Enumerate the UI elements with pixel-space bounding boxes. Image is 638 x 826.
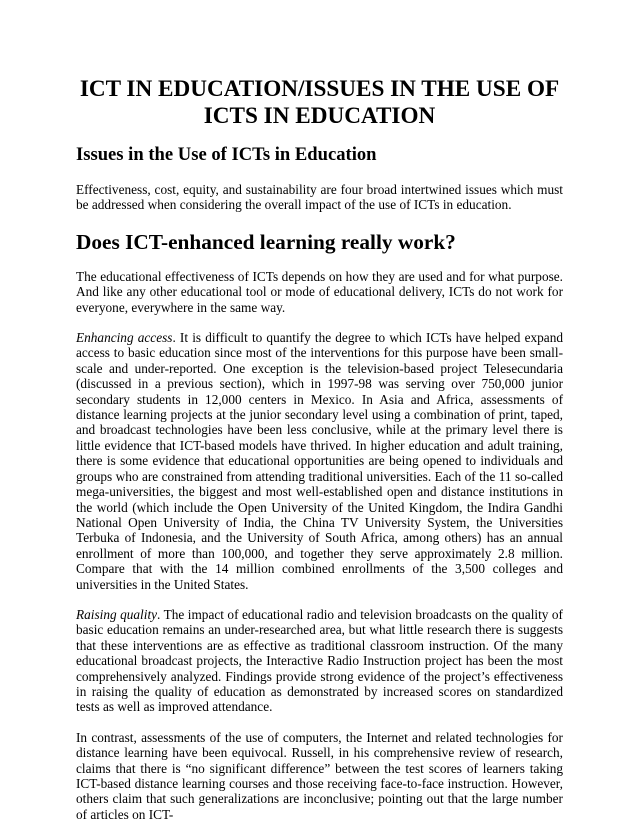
paragraph-effectiveness-intro: The educational effectiveness of ICTs depends on how they are used and for what purpose. And like any other educational tool or mode of educational delivery, ICTs do not work for everyone, everywhere in the same way. [76, 268, 563, 315]
section-heading-issues: Issues in the Use of ICTs in Education [76, 144, 377, 165]
paragraph-in-contrast: In contrast, assessments of the use of computers, the Internet and related technologies for distance learning have been equivocal. Russell, in his comprehensive review of research, claims that there is “no significant difference” between the test scores of learners taking ICT-based distance learning courses and those receiving face-to-face instruction. However, others claim that such generalizations are inconclusive; pointing out that the large number of articles on ICT- [76, 729, 563, 822]
paragraph-body-raising-quality: . The impact of educational radio and television broadcasts on the quality of basic education remains an under-researched area, but what little research there is suggests that these interventions are as effective as traditional classroom instruction. Of the many educational broadcast projects, the Interactive Radio Instruction project has been the most comprehensively analyzed. Findings provide strong evidence of the project’s effectiveness in raising the quality of education as demonstrated by increased scores on standardized tests as well as improved attendance. [76, 606, 563, 715]
paragraph-raising-quality [76, 607, 563, 715]
paragraph-issues-intro: Effectiveness, cost, equity, and sustainability are four broad intertwined issues which must be addressed when considering the overall impact of the use of ICTs in education. [76, 182, 563, 213]
paragraph-enhancing-access [76, 330, 563, 592]
paragraph-body-enhancing-access: . It is difficult to quantify the degree to which ICTs have helped expand access to basic education since most of the interventions for this purpose have been small-scale and under-reported. One exception is the television-based project Telesecundaria (discussed in a previous section), which in 1997-98 was serving over 750,000 junior secondary students in 12,000 centers in Mexico. In Asia and Africa, assessments of distance learning projects at the junior secondary level using a combination of print, taped, and broadcast technologies have been less conclusive, while at the primary level there is little evidence that ICT-based models have thrived. In higher education and adult training, there is some evidence that educational opportunities are being opened to individuals and groups who are constrained from attending traditional universities. Each of the 11 so-called mega-universities, the biggest and most well-established open and distance institutions in the world (which include the Open University of the United Kingdom, the Indira Gandhi National Open University of India, the China TV University System, the Universities Terbuka of Indonesia, and the University of South Africa, among others) has an annual enrollment of more than 100,000, and together they serve approximately 2.8 million. Compare that with the 14 million combined enrollments of the 3,500 colleges and universities in the United States. [76, 330, 563, 592]
paragraph-lead-enhancing-access: Enhancing access [76, 330, 173, 346]
section-heading-effectiveness: Does ICT-enhanced learning really work? [76, 229, 456, 254]
paragraph-lead-raising-quality: Raising quality [76, 606, 158, 622]
document-title: ICT IN EDUCATION/ISSUES IN THE USE OF ICTS IN EDUCATION [79, 76, 560, 129]
